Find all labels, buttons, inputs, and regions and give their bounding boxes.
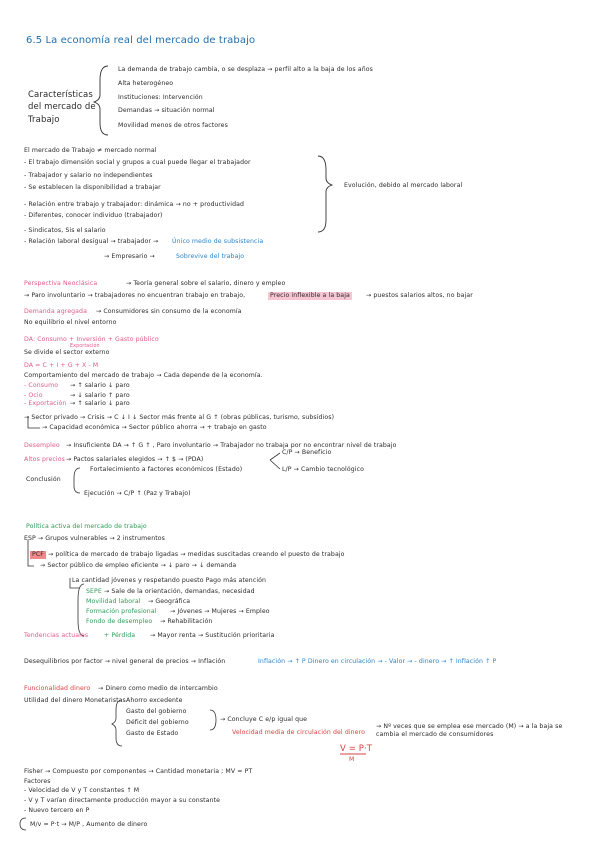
mercado-line: - Relación laboral desigual → trabajador → <box>24 238 159 245</box>
se-divide: Se divide el sector externo <box>24 349 110 356</box>
mercado-title: El mercado de Trabajo ≠ mercado normal <box>24 147 157 154</box>
branch: Ahorro excedente <box>126 697 183 704</box>
sub-label: SEPE <box>86 588 102 595</box>
sub-text: → Rehabilitación <box>160 618 213 625</box>
pcf-text: → política de mercado de trabajo ligadas → medidas suscitadas creando el puesto de trabajo <box>48 551 345 558</box>
item-label: - Consumo <box>24 382 59 389</box>
sub-label: + Pérdida <box>104 632 136 639</box>
sub-text: → Jóvenes → Mujeres → Empleo <box>170 608 270 615</box>
sub-text: → Mayor renta → Sustitución prioritaria <box>150 632 275 639</box>
desequilibrio-b: Inflación → ↑ P Dinero en circulación → - Valor → - dinero → ↑ Inflación ↑ P <box>258 658 497 665</box>
brace-mercado <box>318 156 332 232</box>
mercado-bracket-label: Evolución, debido al mercado laboral <box>344 182 463 189</box>
page-title: 6.5 La economía real del mercado de trabajo <box>26 35 256 46</box>
factor-line: - Velocidad de V y T constantes ↑ M <box>24 787 140 794</box>
politica-line1: ESP → Grupos vulnerables → 2 instrumentos <box>24 535 165 542</box>
perspectiva-label: Perspectiva Neoclásica <box>24 280 98 287</box>
velocidad-text: → Nº veces que se emplea ese mercado (M) → a la baja se cambia el mercado de consumidores <box>376 723 563 738</box>
caracteristica-item: Alta heterogéneo <box>118 80 174 87</box>
empresario-line: → Empresario → <box>104 253 155 260</box>
precios-text: → Pactos salariales elegidos → ↑ $ → (PDA) <box>66 456 204 463</box>
conclusion-brace <box>74 468 80 493</box>
caracteristica-item: Instituciones: Intervención <box>118 94 203 101</box>
branch: Déficit del gobierno <box>126 719 189 726</box>
item-label: - Exportación <box>24 400 67 407</box>
paro-highlight: Precio inflexible a la baja <box>270 292 350 299</box>
funcionalidad-brace <box>112 700 122 746</box>
caracteristicas-heading-3: Trabajo <box>28 115 60 125</box>
branch: Gasto de Estado <box>126 730 179 737</box>
utilidad: Utilidad del dinero Monetaristas <box>24 697 126 704</box>
funcionalidad-text: → Dinero como medio de intercambio <box>98 685 218 692</box>
conclusion-2: Ejecución → C/P ↑ (Paz y Trabajo) <box>84 490 191 497</box>
caracteristica-item: Movilidad menos de otros factores <box>118 122 228 129</box>
mercado-line: - Sindicatos, Sis el salario <box>24 227 106 234</box>
pda-branch-1: C/P → Beneficio <box>282 449 332 456</box>
caracteristicas-heading-2: del mercado de <box>28 102 96 112</box>
concluye: → Concluye C e/p igual que <box>220 716 308 723</box>
pcf-line2: → Sector público de empleo eficiente → ↓ paro → ↓ demanda <box>40 562 237 569</box>
caracteristica-item: La demanda de trabajo cambia, o se desplaza → perfil alto a la baja de los años <box>118 66 373 73</box>
mercado-line: - Se establecen la disponibilidad a trabajar <box>24 184 161 191</box>
caracteristica-item: Demandas → situación normal <box>118 107 215 114</box>
formula-numerator: V = P·T <box>340 744 373 754</box>
empresario-highlight: Sobrevive del trabajo <box>176 253 245 260</box>
demanda-label: Demanda agregada <box>24 308 87 315</box>
sub-label: Movilidad laboral <box>86 598 141 605</box>
funcionalidad-label: Funcionalidad dinero <box>24 685 91 692</box>
mercado-line: - Relación entre trabajo y trabajador: dinámica → no + productividad <box>24 201 245 208</box>
formula-denominator: M <box>349 756 355 763</box>
paro-line-b: → puestos salarios altos, no bajar <box>366 292 473 299</box>
comportamiento: Comportamiento del mercado de trabajo → Cada depende de la economía. <box>24 372 263 379</box>
conclusion-1: Fortalecimiento a factores económicos (Estado) <box>90 466 243 473</box>
pda-branch-2: L/P → Cambio tecnológico <box>282 466 365 473</box>
sector-sub: → Capacidad económica → Sector público ahorra → + trabajo en gasto <box>42 424 267 431</box>
da-line: DA: Consumo + Inversión + Gasto público <box>24 336 159 343</box>
sub-brace <box>78 584 84 636</box>
demanda-text: → Consumidores sin consumo de la economía <box>96 308 242 315</box>
mercado-line: - Trabajador y salario no independientes <box>24 172 153 179</box>
sector-line: → Sector privado → Crisis → C ↓ I ↓ Sector más frente al G ↑ (obras públicas, turismo, subsidios) <box>24 414 335 421</box>
sub-text: → Sale de la orientación, demandas, necesidad <box>104 588 255 595</box>
branch: Gasto del gobierno <box>126 708 187 715</box>
precios-label: Altos precios <box>24 456 65 463</box>
politica-title: Política activa del mercado de trabajo <box>26 523 147 530</box>
paro-line-a: → Paro involuntario → trabajadores no encuentran trabajo en trabajo, <box>24 292 246 299</box>
sub-text: → Geográfica <box>148 598 191 605</box>
desigual-highlight: Único medio de subsistencia <box>172 238 264 245</box>
perspectiva-text: → Teoría general sobre el salario, dinero y empleo <box>126 280 286 287</box>
item-text: → ↑ salario ↓ paro <box>70 400 130 407</box>
tendencias-label: Tendencias actuales <box>24 632 89 639</box>
mercado-line: - El trabajo dimensión social y grupos a cual puede llegar el trabajador <box>24 159 251 166</box>
pda-branch <box>270 453 280 469</box>
politica-la: La cantidad jóvenes y respetando puesto Pago más atención <box>72 577 267 584</box>
pcf-label: PCF <box>32 551 44 558</box>
conclusion-label: Conclusión <box>26 476 61 483</box>
factores-label: Factores <box>24 778 51 785</box>
sub-label: Fondo de desempleo <box>86 618 153 625</box>
fisher-line: Fisher → Compuesto por componentes → Cantidad monetaria ; MV = PT <box>24 768 253 775</box>
desequilibrio-a: Desequilibrios por factor → nivel general de precios → Inflación <box>24 658 226 665</box>
item-label: - Ocio <box>24 392 43 399</box>
desempleo-text: → Insuficiente DA → ↑ G ↑ , Paro involuntario → Trabajador no trabaja por no encontrar nivel de trabajo <box>66 442 397 449</box>
mercado-line: - Diferentes, conocer individuo (trabajador) <box>24 212 163 219</box>
da-sub: Exportación <box>70 344 100 349</box>
factor-line: - Nuevo tercero en P <box>24 807 90 814</box>
factor-line: - V y T varían directamente producción mayor a su constante <box>24 797 221 804</box>
caracteristicas-heading-1: Características <box>28 90 93 100</box>
demanda-line2: No equilibrio el nivel entorno <box>24 319 117 326</box>
sub-label: Formación profesional <box>86 608 157 615</box>
velocidad-highlight: Velocidad media de circulación del dinero <box>232 729 365 736</box>
item-text: → ↑ salario ↓ paro <box>70 382 130 389</box>
da-formula: DA = C + I + G + X - M <box>24 362 99 369</box>
brace-caracteristicas <box>94 66 108 135</box>
desempleo-label: Desempleo <box>24 442 60 449</box>
final-equation: M/v = P·t → M/P , Aumento de dinero <box>30 821 148 828</box>
item-text: → ↓ salario ↑ paro <box>70 392 130 399</box>
